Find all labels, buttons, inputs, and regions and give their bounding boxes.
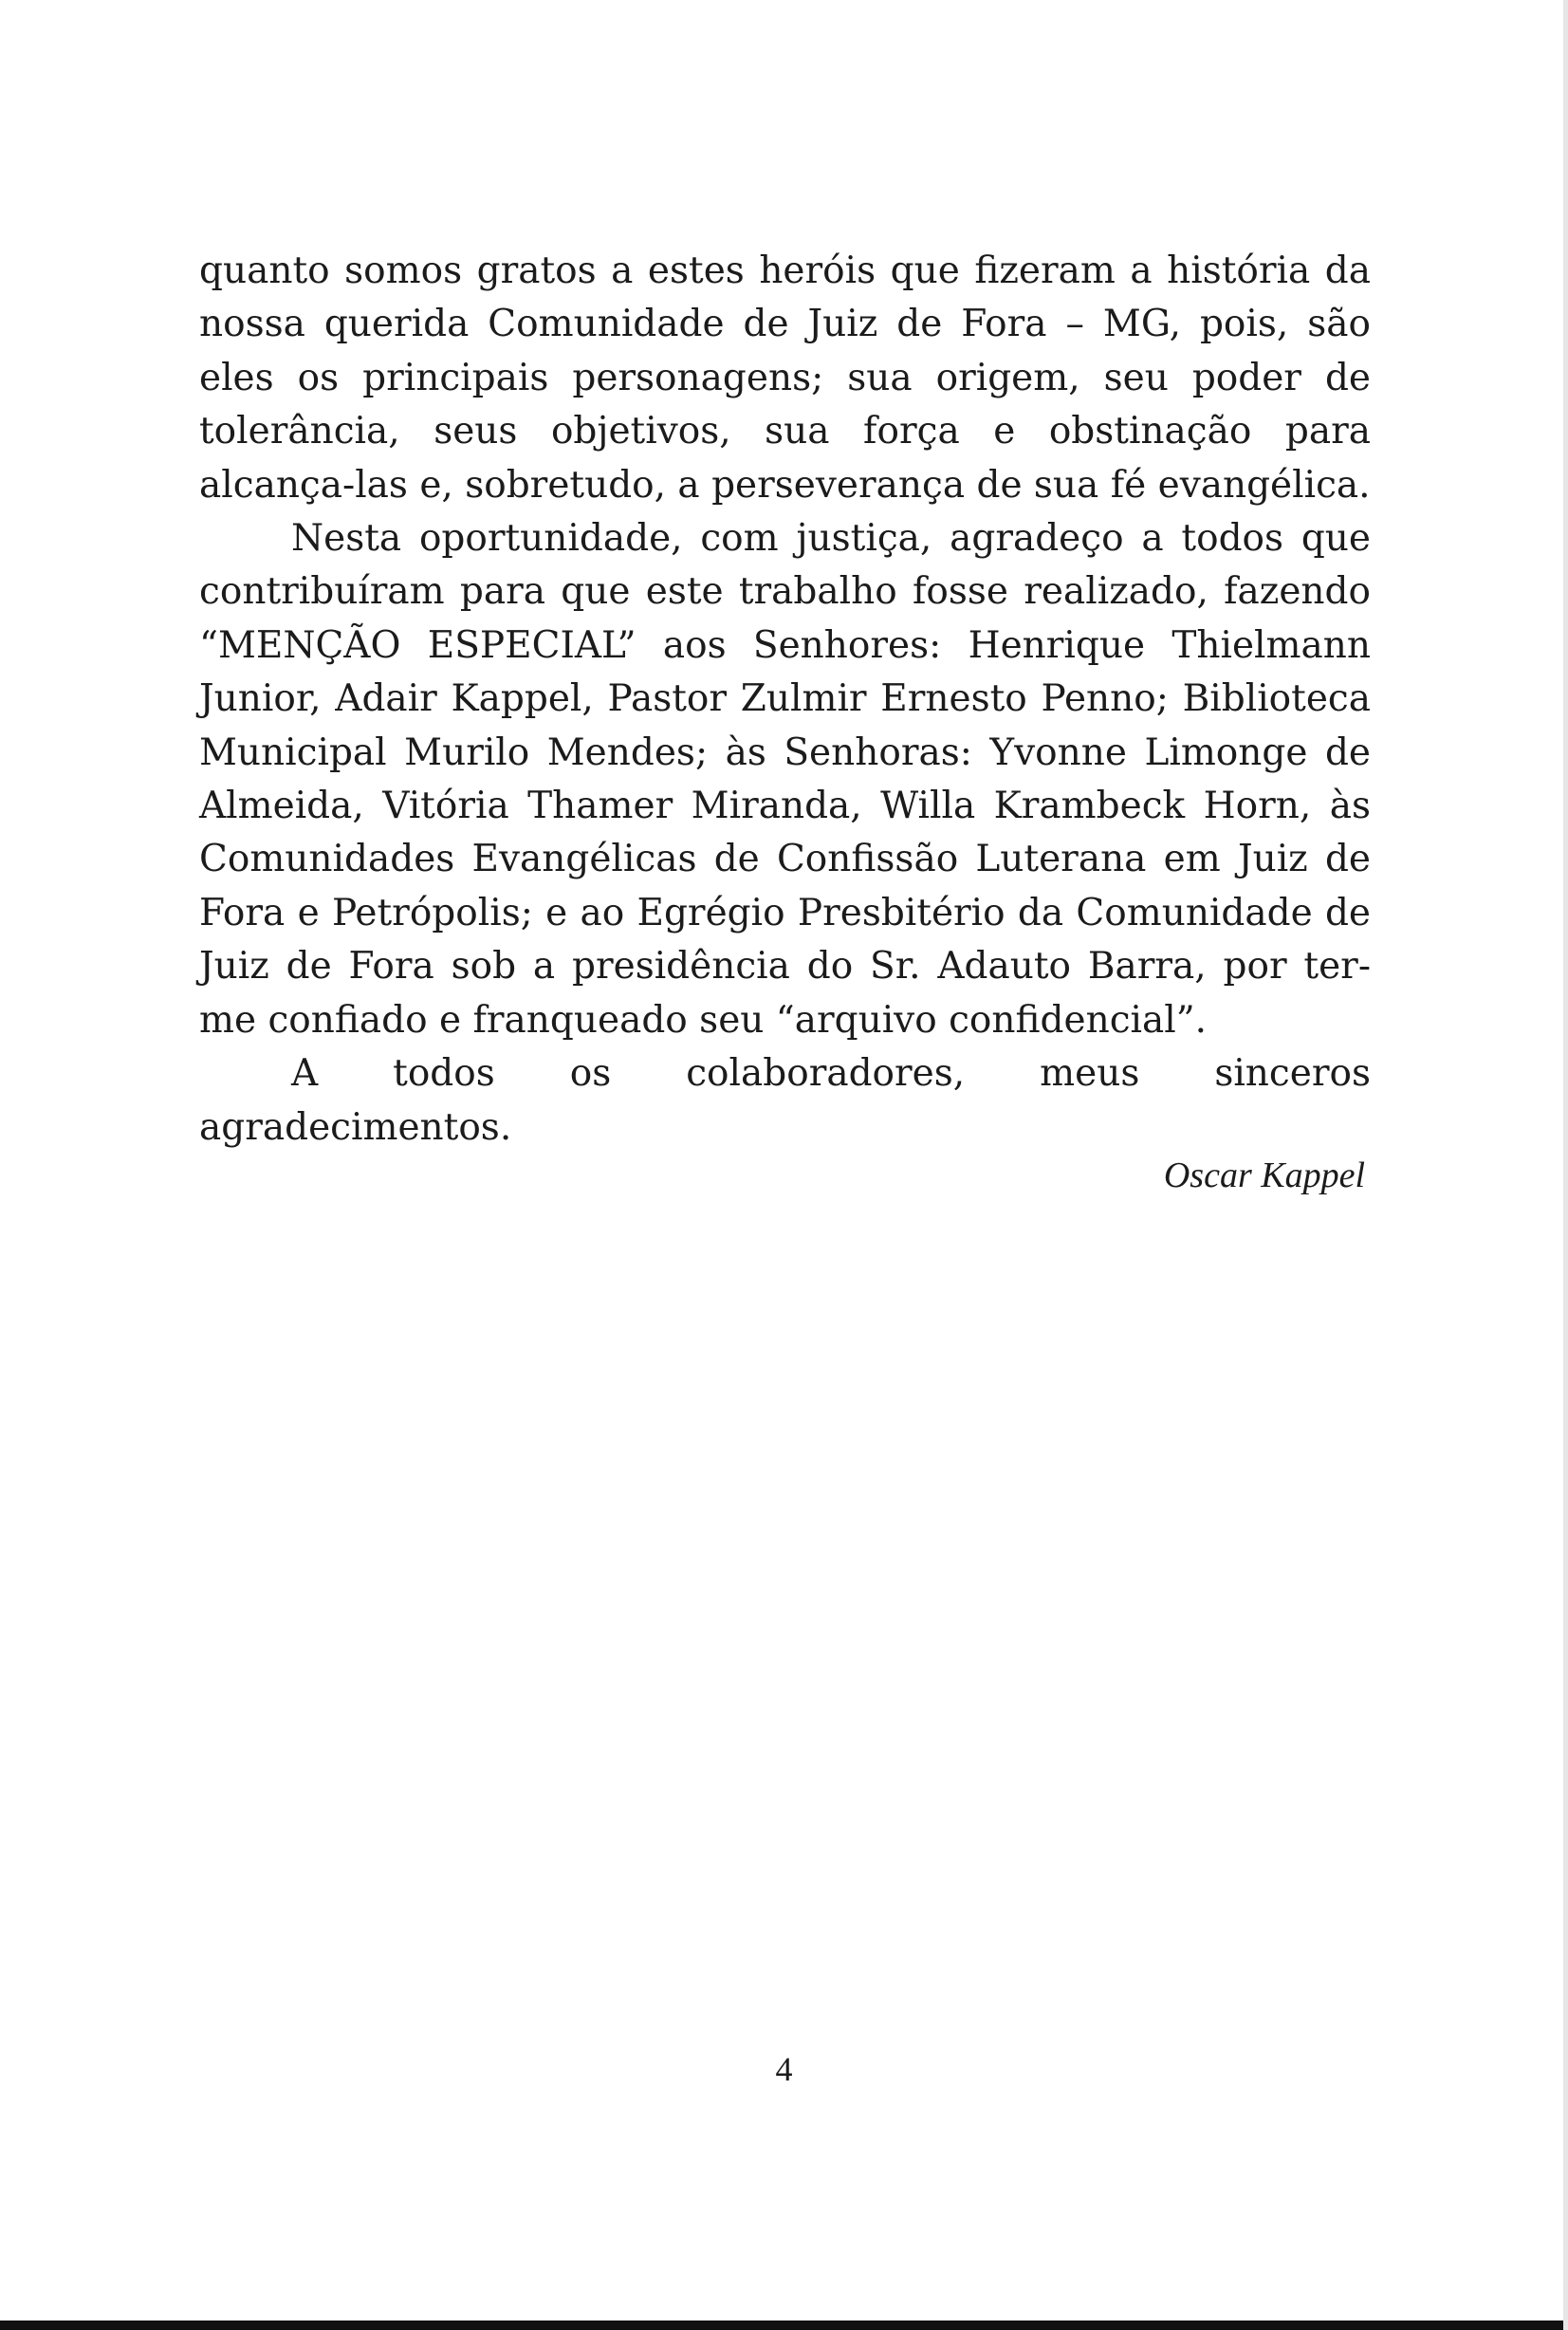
paragraph-1: quanto somos gratos a estes heróis que fizeram a história da nossa querida Comunidade de Juiz de Fora – MG, pois, são eles os principais personagens; sua origem, seu poder de tolerância, seus objetivos, sua força e obstinação para alcança-las e, sobretudo, a perseverança de sua fé evangélica. bbox=[199, 250, 1371, 507]
author-signature: Oscar Kappel bbox=[1163, 1156, 1365, 1195]
scan-bottom-edge bbox=[0, 2321, 1568, 2330]
paragraph-2: Nesta oportunidade, com justiça, agradeço a todos que contribuíram para que este trabalho fosse realizado, fazendo “MENÇÃO ESPECIAL” aos Senhores: Henrique Thielmann Junior, Adair Kappel, Pastor Zulmir Ernesto Penno; Biblioteca Municipal Murilo Mendes; às Senhoras: Yvonne Limonge de Almeida, Vitória Thamer Miranda, Willa Krambeck Horn, às Comunidades Evangélicas de Confissão Luterana em Juiz de Fora e Petrópolis; e ao Egrégio Presbitério da Comunidade de Juiz de Fora sob a presidência do Sr. Adauto Barra, por ter-me confiado e franqueado seu “arquivo confidencial”. bbox=[199, 517, 1371, 1042]
scan-right-edge bbox=[1563, 0, 1568, 2330]
body-text bbox=[199, 245, 1371, 1155]
page-number: 4 bbox=[775, 2050, 793, 2088]
paragraph-3: A todos os colaboradores, meus sinceros agradecimentos. bbox=[199, 1052, 1371, 1149]
